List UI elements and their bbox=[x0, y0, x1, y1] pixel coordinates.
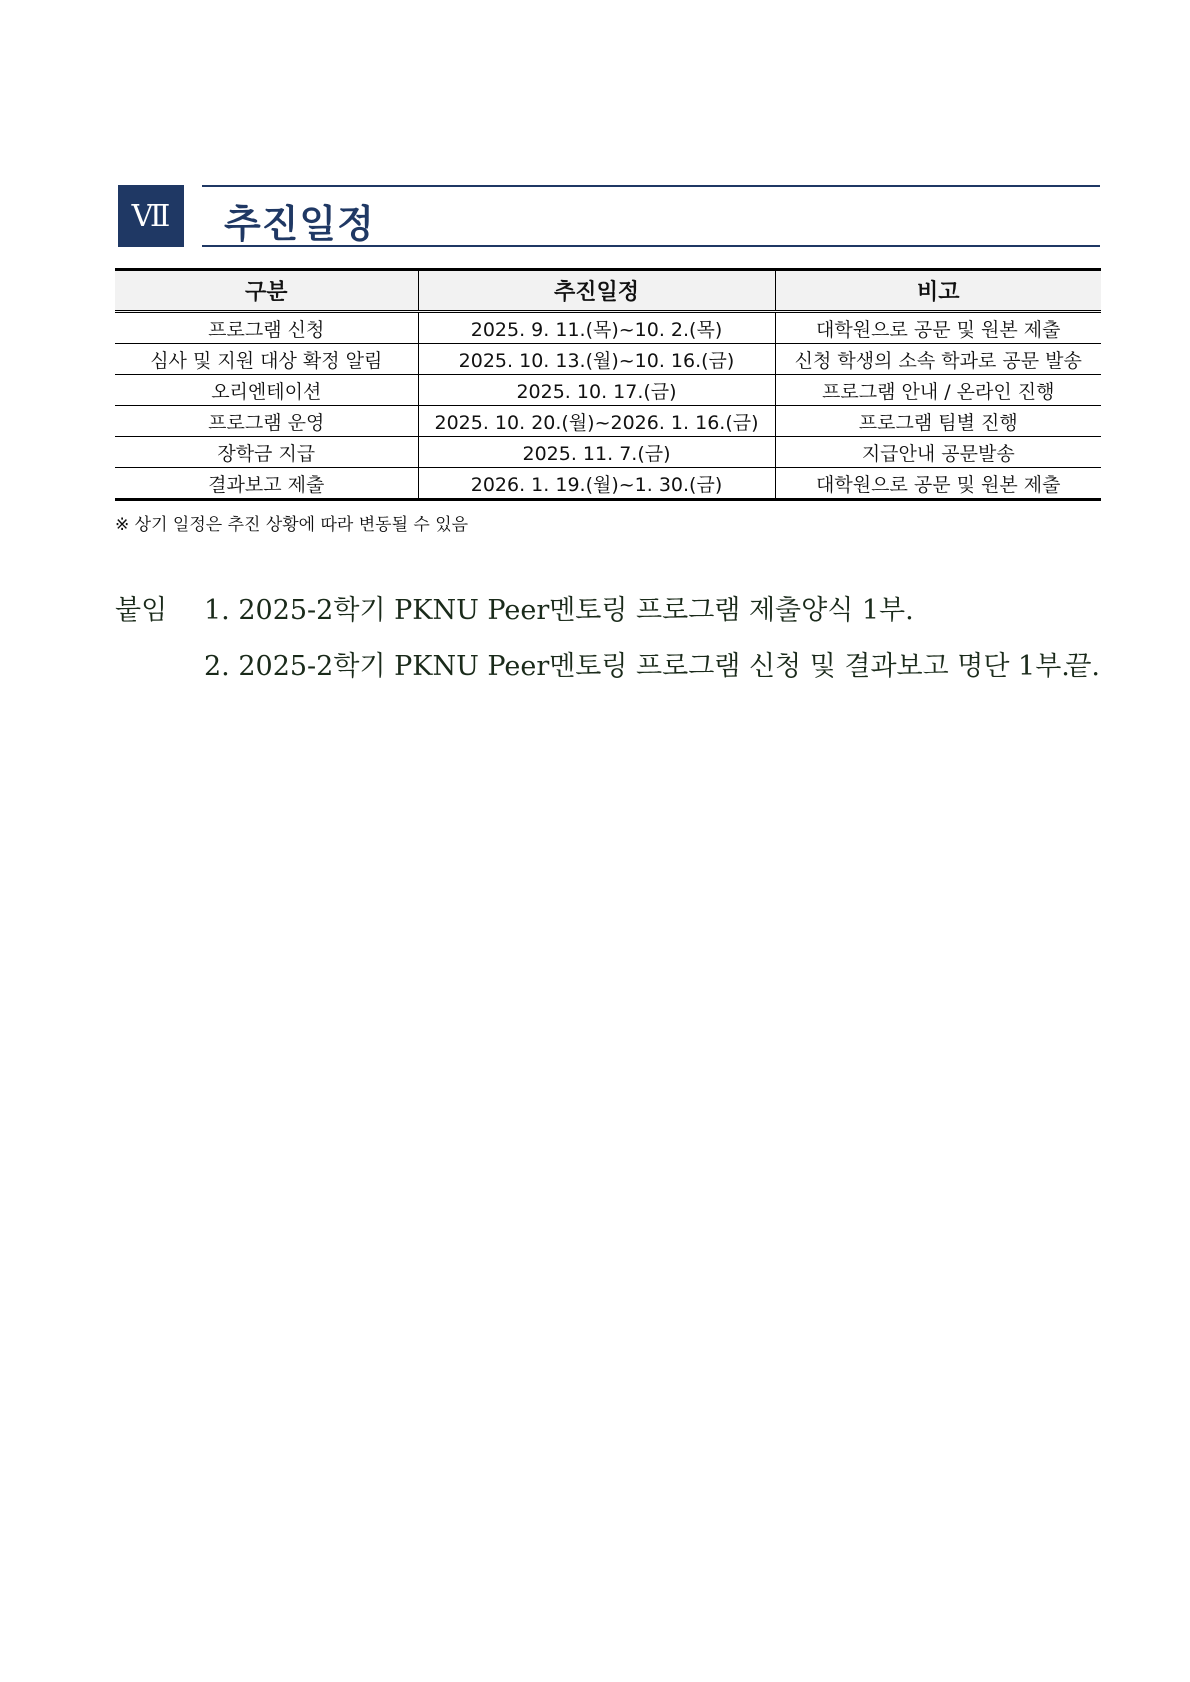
row-remarks: 대학원으로 공문 및 원본 제출 bbox=[775, 312, 1101, 344]
table-row bbox=[115, 312, 1101, 344]
attachment-row-2 bbox=[115, 644, 1100, 700]
table-row bbox=[115, 375, 1101, 406]
row-schedule: 2025. 10. 13.(월)~10. 16.(금) bbox=[418, 344, 775, 375]
row-category: 프로그램 신청 bbox=[115, 312, 418, 344]
header-rule-bottom bbox=[202, 245, 1100, 247]
attachment-row-1 bbox=[115, 588, 1100, 644]
row-remarks: 지급안내 공문발송 bbox=[775, 437, 1101, 468]
table-header-row bbox=[115, 270, 1101, 312]
attachments-label: 붙임 bbox=[115, 595, 168, 626]
header-rule-top bbox=[202, 185, 1100, 187]
row-remarks: 프로그램 팀별 진행 bbox=[775, 406, 1101, 437]
table-row bbox=[115, 437, 1101, 468]
section-header bbox=[118, 185, 1100, 247]
attachment-item: 1. 2025-2학기 PKNU Peer멘토링 프로그램 제출양식 1부. bbox=[204, 595, 914, 626]
row-remarks: 프로그램 안내 / 온라인 진행 bbox=[775, 375, 1101, 406]
section-numeral-badge bbox=[118, 185, 184, 247]
end-mark: 끝. bbox=[1065, 651, 1100, 682]
table-row bbox=[115, 406, 1101, 437]
header-category: 구분 bbox=[115, 270, 418, 312]
row-category: 심사 및 지원 대상 확정 알림 bbox=[115, 344, 418, 375]
row-schedule: 2026. 1. 19.(월)~1. 30.(금) bbox=[418, 468, 775, 500]
schedule-table bbox=[115, 268, 1101, 501]
row-schedule: 2025. 11. 7.(금) bbox=[418, 437, 775, 468]
table-row bbox=[115, 468, 1101, 500]
row-category: 오리엔테이션 bbox=[115, 375, 418, 406]
header-schedule: 추진일정 bbox=[418, 270, 775, 312]
attachment-item: 2. 2025-2학기 PKNU Peer멘토링 프로그램 신청 및 결과보고 명단 1부. bbox=[204, 651, 1070, 682]
section-title: 추진일정 bbox=[224, 202, 375, 246]
section-numeral: Ⅶ bbox=[131, 198, 171, 234]
schedule-note: ※ 상기 일정은 추진 상황에 따라 변동될 수 있음 bbox=[115, 515, 469, 535]
row-remarks: 대학원으로 공문 및 원본 제출 bbox=[775, 468, 1101, 500]
table-row bbox=[115, 344, 1101, 375]
row-category: 프로그램 운영 bbox=[115, 406, 418, 437]
header-remarks: 비고 bbox=[775, 270, 1101, 312]
row-remarks: 신청 학생의 소속 학과로 공문 발송 bbox=[775, 344, 1101, 375]
row-category: 장학금 지급 bbox=[115, 437, 418, 468]
attachments bbox=[115, 588, 1100, 700]
row-schedule: 2025. 9. 11.(목)~10. 2.(목) bbox=[418, 312, 775, 344]
row-schedule: 2025. 10. 17.(금) bbox=[418, 375, 775, 406]
row-category: 결과보고 제출 bbox=[115, 468, 418, 500]
row-schedule: 2025. 10. 20.(월)~2026. 1. 16.(금) bbox=[418, 406, 775, 437]
